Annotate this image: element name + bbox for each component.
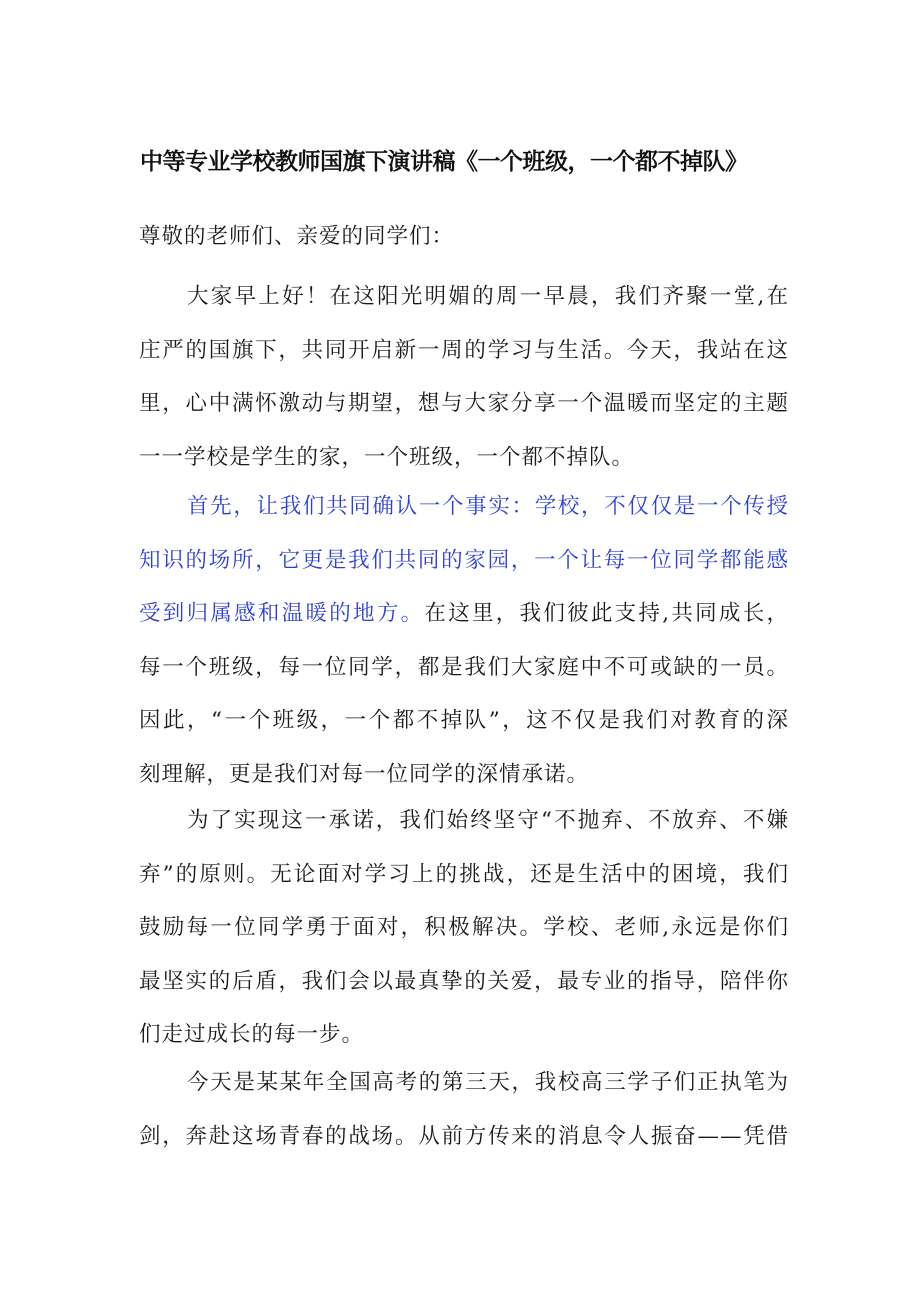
highlighted-line: 首先，让我们共同确认一个事实：学校，不仅仅是一个传授 — [187, 494, 789, 519]
paragraph-line: 刻理解，更是我们对每一位同学的深情承诺。 — [139, 761, 590, 787]
paragraph-line: 里，心中满怀激动与期望，想与大家分享一个温暖而坚定的主题 — [139, 391, 789, 416]
paragraph-line: 庄严的国旗下，共同开启新一周的学习与生活。今天，我站在这 — [139, 337, 789, 363]
paragraph-2 — [139, 480, 789, 801]
document-title: 中等专业学校教师国旗下演讲稿《一个班级，一个都不掉队》 — [140, 149, 748, 175]
paragraph-line: 为了实现这一承诺，我们始终坚守“不抛弃、不放弃、不嫌 — [187, 808, 789, 833]
paragraph-line: 因此，“一个班级，一个都不掉队”，这不仅是我们对教育的深 — [139, 708, 789, 733]
highlighted-text: 受到归属感和温暖的地方。 — [139, 601, 425, 626]
paragraph-line: 们走过成长的每一步。 — [139, 1022, 365, 1047]
paragraph-1 — [139, 270, 789, 484]
salutation-line: 尊敬的老师们、亲爱的同学们： — [139, 224, 455, 249]
mixed-line — [139, 587, 789, 641]
paragraph-line: 今天是某某年全国高考的第三天，我校高三学子们正执笔为 — [187, 1070, 789, 1095]
paragraph-3 — [139, 794, 789, 1062]
paragraph-line: 大家早上好！在这阳光明媚的周一早晨，我们齐聚一堂,在 — [187, 284, 789, 309]
paragraph-line: 每一个班级，每一位同学，都是我们大家庭中不可或缺的一员。 — [139, 654, 789, 680]
paragraph-4 — [139, 1056, 789, 1163]
paragraph-text: 在这里，我们彼此支持,共同成长， — [424, 601, 789, 626]
highlighted-line: 知识的场所，它更是我们共同的家园，一个让每一位同学都能感 — [139, 547, 789, 573]
paragraph-line: 一一学校是学生的家，一个班级，一个都不掉队。 — [139, 444, 635, 470]
salutation — [139, 210, 789, 264]
paragraph-line: 最坚实的后盾，我们会以最真挚的关爱，最专业的指导，陪伴你 — [139, 968, 789, 994]
paragraph-line: 鼓励每一位同学勇于面对，积极解决。学校、老师,永远是你们 — [139, 915, 789, 940]
paragraph-line: 弃”的原则。无论面对学习上的挑战，还是生活中的困境，我们 — [139, 861, 789, 887]
paragraph-line: 剑，奔赴这场青春的战场。从前方传来的消息令人振奋——凭借 — [139, 1123, 789, 1149]
